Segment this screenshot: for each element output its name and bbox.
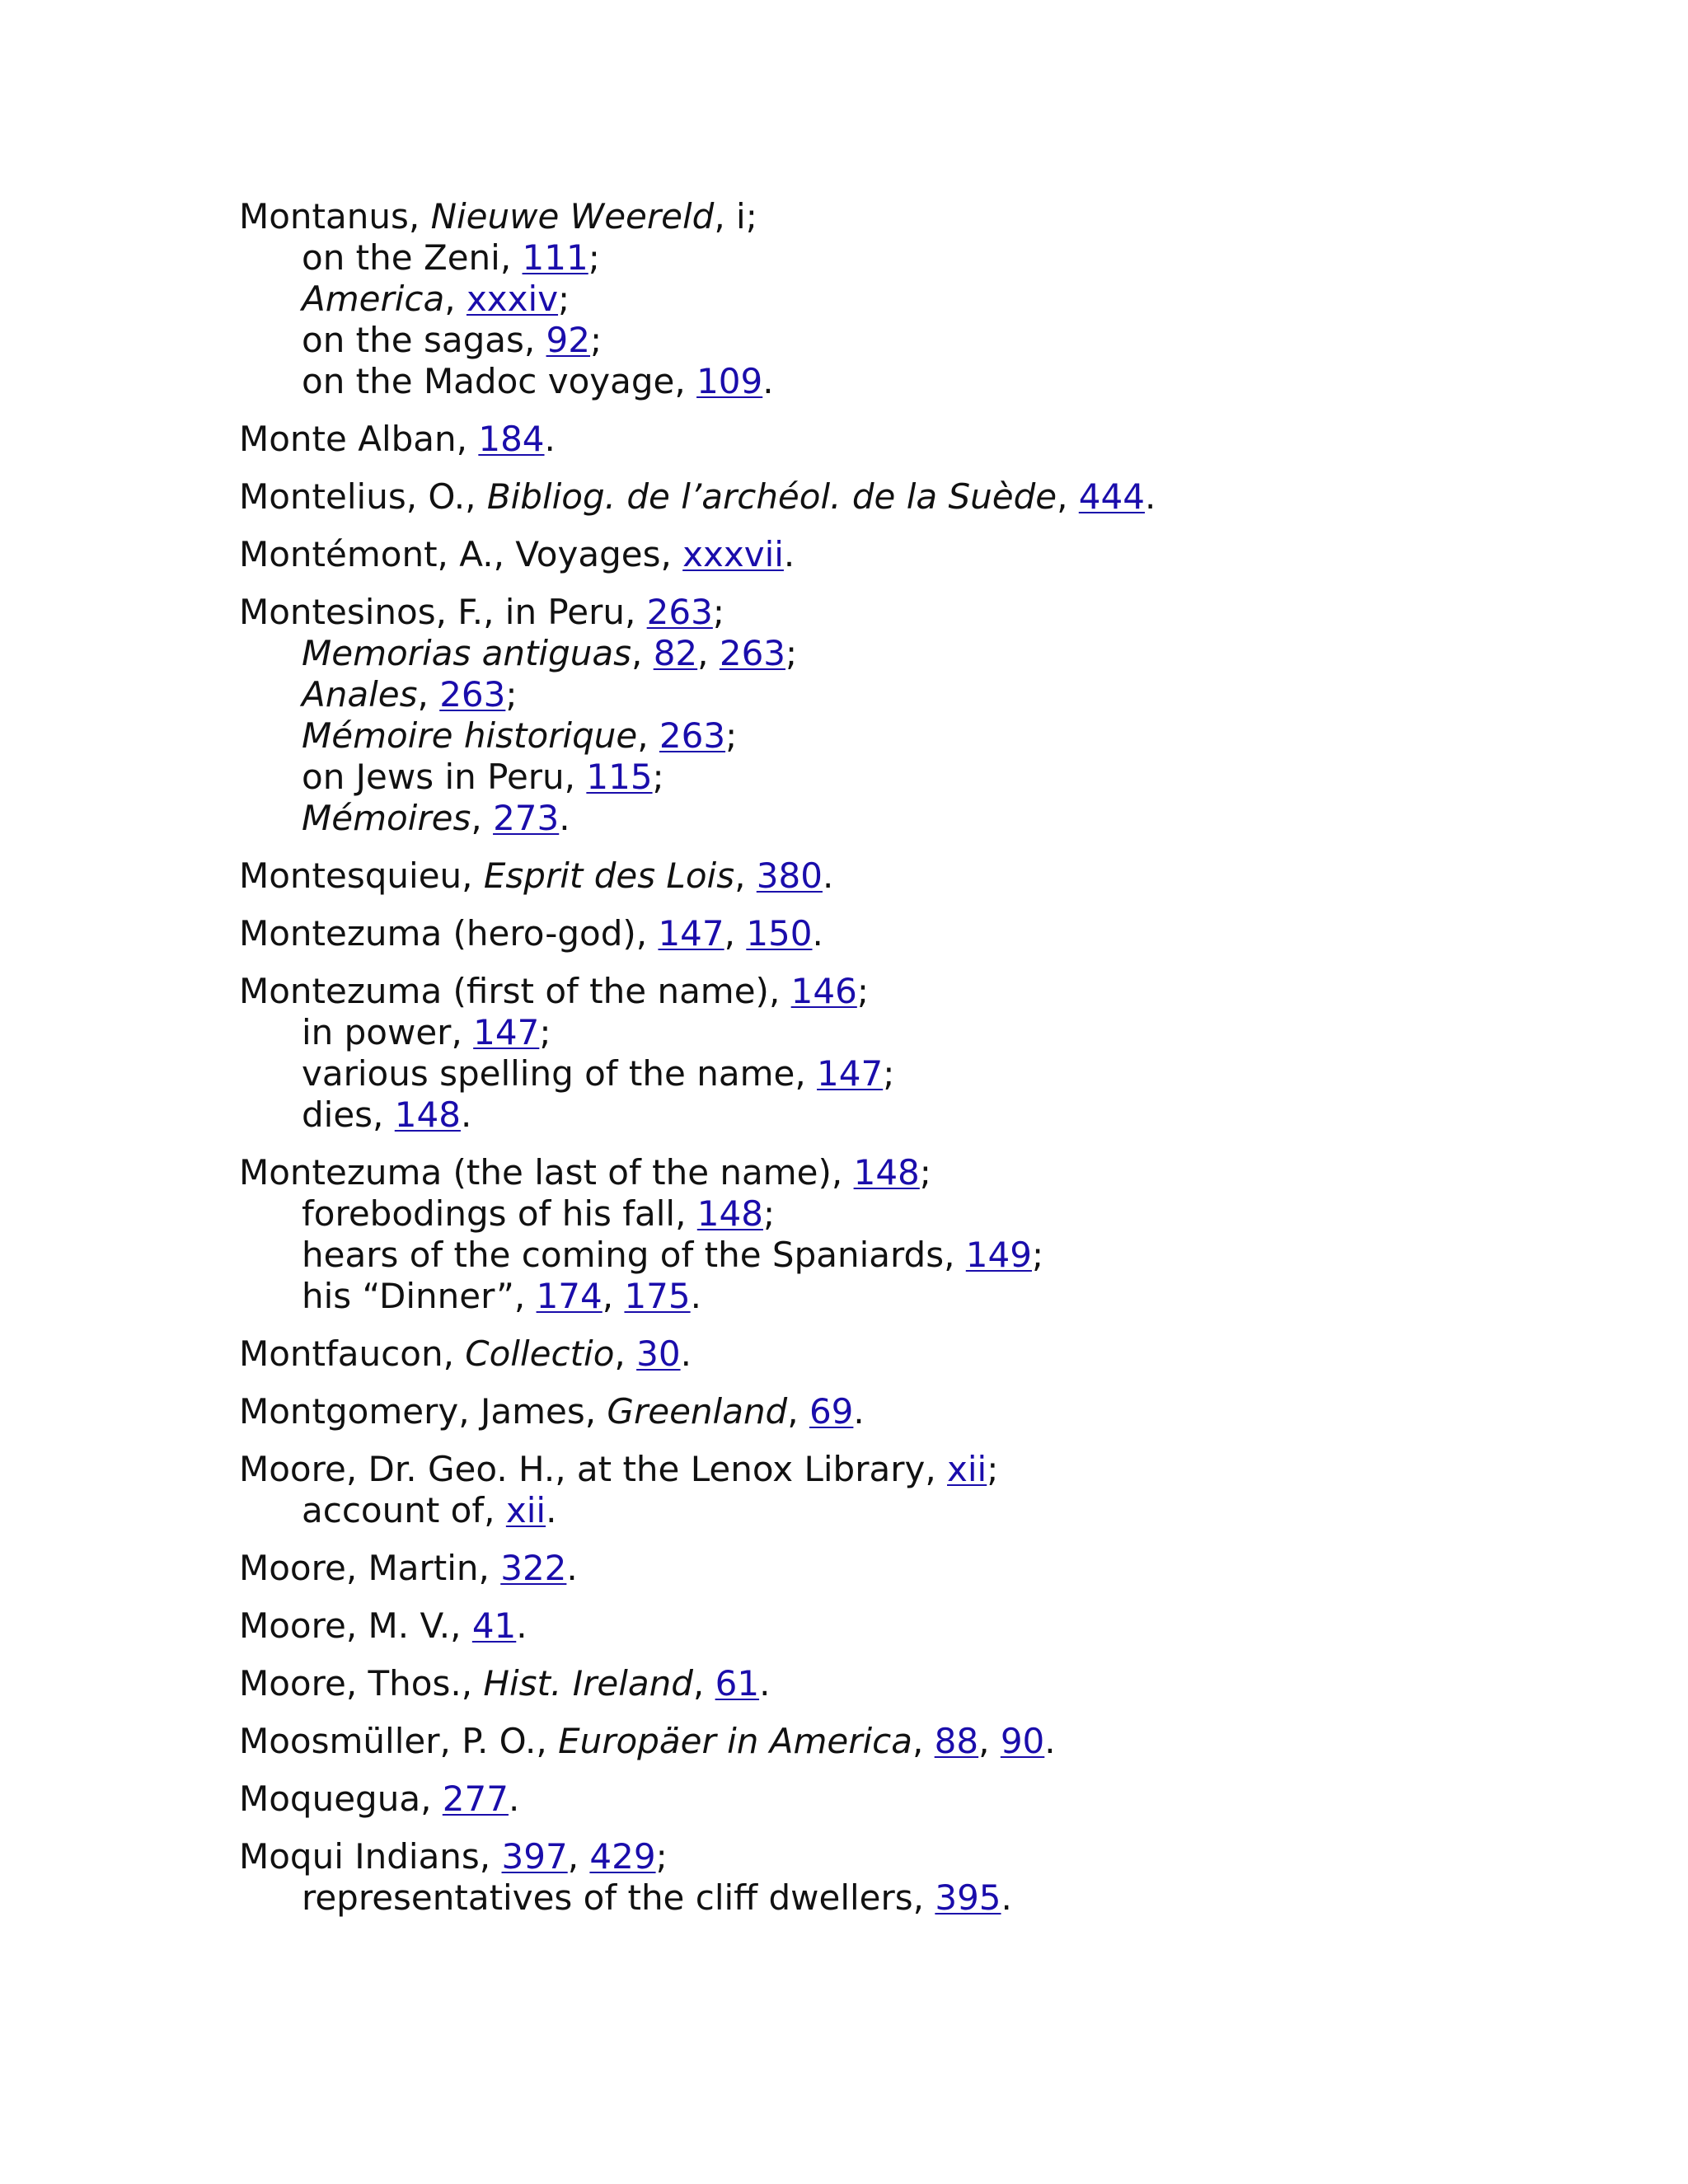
page-link[interactable]: 263: [719, 633, 786, 673]
entry-text: ;: [505, 674, 518, 715]
entry-text: ,: [912, 1721, 935, 1761]
entry-subentry: [239, 1193, 1558, 1235]
entry-heading: [239, 1548, 1558, 1589]
entry-text: Montesquieu,: [239, 855, 484, 896]
entry-text: Montfaucon,: [239, 1333, 466, 1374]
entry-subentry: [239, 320, 1558, 361]
entry-subentry: [239, 1235, 1558, 1276]
entry-text: Moore, Martin,: [239, 1548, 501, 1588]
entry-heading: [239, 1721, 1558, 1762]
entry-text: ,: [724, 913, 747, 954]
entry-text: ;: [558, 279, 570, 319]
entry-heading: [239, 1152, 1558, 1193]
page-link[interactable]: 380: [756, 855, 823, 896]
entry-text: Monte Alban,: [239, 419, 479, 459]
page-link[interactable]: 109: [696, 361, 763, 401]
entry-text: Montesinos, F., in Peru,: [239, 592, 647, 632]
entry-text: various spelling of the name,: [302, 1053, 818, 1094]
page-link[interactable]: 174: [536, 1276, 603, 1316]
entry-text: ,: [787, 1391, 809, 1432]
entry-heading: [239, 1449, 1558, 1490]
entry-text: ,: [631, 633, 654, 673]
entry-heading: [239, 1663, 1558, 1704]
page-link[interactable]: 263: [659, 715, 726, 756]
entry-text: .: [762, 361, 774, 401]
index-entry: [239, 1836, 1558, 1919]
entry-heading: [239, 419, 1558, 460]
entry-text: ,: [734, 855, 757, 896]
entry-text: .: [546, 1490, 557, 1530]
index-entry: [239, 1663, 1558, 1704]
entry-text: on Jews in Peru,: [302, 757, 587, 797]
entry-text: .: [1144, 476, 1156, 517]
entry-text: ;: [588, 237, 600, 278]
page-link[interactable]: 147: [817, 1053, 884, 1094]
entry-subentry: [239, 633, 1558, 674]
entry-text: .: [812, 913, 823, 954]
page-link[interactable]: xii: [947, 1449, 987, 1489]
entry-subentry: [239, 1877, 1558, 1919]
entry-text: in power,: [302, 1012, 474, 1052]
entry-heading: [239, 855, 1558, 897]
work-title: Nieuwe Weereld: [430, 196, 715, 237]
page-link[interactable]: 30: [636, 1333, 681, 1374]
entry-subentry: [239, 674, 1558, 715]
index-entry: [239, 1391, 1558, 1432]
entry-heading: [239, 1333, 1558, 1375]
entry-text: .: [566, 1548, 578, 1588]
entry-heading: [239, 534, 1558, 575]
entry-text: Moosmüller, P. O.,: [239, 1721, 559, 1761]
page-link[interactable]: 69: [809, 1391, 854, 1432]
entry-text: ;: [987, 1449, 999, 1489]
page-link[interactable]: 148: [394, 1094, 461, 1135]
entry-text: .: [559, 798, 570, 838]
index-entry: [239, 196, 1558, 402]
entry-text: .: [460, 1094, 472, 1135]
entry-text: .: [544, 419, 556, 459]
page-link[interactable]: xii: [505, 1490, 546, 1530]
work-title: Bibliog. de l’archéol. de la Suède: [486, 476, 1057, 517]
page-link[interactable]: 175: [624, 1276, 691, 1316]
entry-subentry: [239, 1490, 1558, 1531]
entry-text: Moore, M. V.,: [239, 1605, 472, 1646]
index-entry: [239, 971, 1558, 1136]
work-title: Collectio: [465, 1333, 615, 1374]
entry-text: Montanus,: [239, 196, 431, 237]
entry-text: .: [516, 1605, 528, 1646]
index-entry: [239, 1333, 1558, 1375]
page-link[interactable]: 150: [746, 913, 813, 954]
entry-text: hears of the coming of the Spaniards,: [302, 1235, 966, 1275]
entry-text: ;: [590, 320, 603, 360]
entry-text: account of,: [302, 1490, 506, 1530]
page-link[interactable]: 429: [589, 1836, 656, 1877]
entry-heading: [239, 913, 1558, 954]
entry-text: .: [680, 1333, 692, 1374]
entry-text: on the Madoc voyage,: [302, 361, 697, 401]
entry-heading: [239, 1779, 1558, 1820]
entry-text: ;: [919, 1152, 931, 1193]
entry-text: ;: [1031, 1235, 1044, 1275]
entry-heading: [239, 196, 1558, 237]
entry-text: dies,: [302, 1094, 395, 1135]
entry-text: on the Zeni,: [302, 237, 523, 278]
entry-heading: [239, 1391, 1558, 1432]
entry-text: .: [1044, 1721, 1056, 1761]
page-link[interactable]: 273: [493, 798, 560, 838]
page-link[interactable]: 148: [853, 1152, 920, 1193]
page-link[interactable]: xxxvii: [682, 534, 784, 574]
work-title: Mémoire historique: [302, 715, 638, 756]
entry-heading: [239, 1836, 1558, 1877]
entry-text: Montelius, O.,: [239, 476, 487, 517]
entry-subentry: [239, 1053, 1558, 1094]
index-entry: [239, 419, 1558, 460]
entry-subentry: [239, 715, 1558, 757]
work-title: America: [302, 279, 445, 319]
entry-text: his “Dinner”,: [302, 1276, 537, 1316]
entry-text: ;: [725, 715, 738, 756]
index-entry: [239, 1721, 1558, 1762]
entry-text: ,: [444, 279, 467, 319]
entry-text: .: [508, 1779, 520, 1819]
page-link[interactable]: 263: [439, 674, 506, 715]
work-title: Hist. Ireland: [483, 1663, 693, 1704]
entry-text: .: [759, 1663, 771, 1704]
entry-text: ,: [602, 1276, 625, 1316]
work-title: Memorias antiguas: [302, 633, 631, 673]
page-link[interactable]: 41: [471, 1605, 517, 1646]
entry-text: .: [690, 1276, 701, 1316]
work-title: Europäer in America: [558, 1721, 912, 1761]
entry-heading: [239, 476, 1558, 518]
entry-text: Montezuma (hero-god),: [239, 913, 659, 954]
entry-subentry: [239, 1094, 1558, 1136]
entry-text: ;: [883, 1053, 895, 1094]
index-entry: [239, 476, 1558, 518]
entry-text: ,: [417, 674, 440, 715]
page-link[interactable]: 322: [500, 1548, 567, 1588]
index-entry: [239, 534, 1558, 575]
work-title: Mémoires: [302, 798, 471, 838]
page-link[interactable]: 82: [653, 633, 698, 673]
entry-text: Moore, Thos.,: [239, 1663, 484, 1704]
entry-text: .: [1001, 1877, 1012, 1918]
page-link[interactable]: xxxiv: [466, 279, 559, 319]
page-link[interactable]: 263: [646, 592, 713, 632]
index-page: [239, 196, 1558, 1935]
entry-text: Montgomery, James,: [239, 1391, 607, 1432]
entry-text: representatives of the cliff dwellers,: [302, 1877, 935, 1918]
entry-text: Montezuma (first of the name),: [239, 971, 791, 1011]
page-link[interactable]: 61: [715, 1663, 760, 1704]
work-title: Esprit des Lois: [483, 855, 735, 896]
entry-text: ;: [762, 1193, 776, 1234]
entry-text: Moore, Dr. Geo. H., at the Lenox Library,: [239, 1449, 948, 1489]
page-link[interactable]: 277: [442, 1779, 509, 1819]
entry-subentry: [239, 361, 1558, 402]
entry-subentry: [239, 279, 1558, 320]
page-link[interactable]: 147: [473, 1012, 540, 1052]
entry-text: Montémont, A., Voyages,: [239, 534, 683, 574]
page-link[interactable]: 88: [934, 1721, 979, 1761]
entry-text: ,: [471, 798, 494, 838]
work-title: Anales: [302, 674, 418, 715]
entry-text: ;: [655, 1836, 668, 1877]
index-entry: [239, 1152, 1558, 1317]
entry-text: ,: [1057, 476, 1079, 517]
entry-text: ,: [978, 1721, 1001, 1761]
entry-text: ,: [697, 633, 720, 673]
work-title: Greenland: [607, 1391, 788, 1432]
entry-heading: [239, 592, 1558, 633]
page-link[interactable]: 111: [522, 237, 588, 278]
entry-subentry: [239, 1276, 1558, 1317]
page-link[interactable]: 147: [658, 913, 724, 954]
entry-text: on the sagas,: [302, 320, 546, 360]
entry-text: ;: [856, 971, 869, 1011]
index-entry: [239, 913, 1558, 954]
entry-text: Moquegua,: [239, 1779, 443, 1819]
page-link[interactable]: 92: [546, 320, 590, 360]
entry-text: .: [783, 534, 795, 574]
index-entry: [239, 592, 1558, 839]
entry-text: ,: [614, 1333, 637, 1374]
entry-text: ;: [785, 633, 798, 673]
entry-text: ;: [652, 757, 664, 797]
entry-text: , i;: [714, 196, 757, 237]
page-link[interactable]: 397: [501, 1836, 568, 1877]
entry-text: ,: [637, 715, 659, 756]
page-link[interactable]: 149: [965, 1235, 1032, 1275]
page-link[interactable]: 146: [790, 971, 857, 1011]
entry-subentry: [239, 798, 1558, 839]
index-entry: [239, 1548, 1558, 1589]
entry-text: .: [822, 855, 834, 896]
index-entry: [239, 1605, 1558, 1647]
page-link[interactable]: 184: [478, 419, 545, 459]
entry-text: forebodings of his fall,: [302, 1193, 697, 1234]
entry-heading: [239, 971, 1558, 1012]
entry-subentry: [239, 1012, 1558, 1053]
entry-text: ,: [567, 1836, 590, 1877]
entry-text: .: [853, 1391, 865, 1432]
index-entry: [239, 855, 1558, 897]
page-link[interactable]: 444: [1078, 476, 1145, 517]
page-link[interactable]: 115: [586, 757, 653, 797]
entry-subentry: [239, 237, 1558, 279]
entry-subentry: [239, 757, 1558, 798]
entry-heading: [239, 1605, 1558, 1647]
entry-text: ,: [692, 1663, 715, 1704]
page-link[interactable]: 395: [935, 1877, 1001, 1918]
page-link[interactable]: 90: [1000, 1721, 1045, 1761]
entry-text: Moqui Indians,: [239, 1836, 502, 1877]
entry-text: ;: [539, 1012, 551, 1052]
index-entry: [239, 1449, 1558, 1531]
entry-text: Montezuma (the last of the name),: [239, 1152, 854, 1193]
entry-text: ;: [712, 592, 724, 632]
page-link[interactable]: 148: [696, 1193, 763, 1234]
index-entry: [239, 1779, 1558, 1820]
